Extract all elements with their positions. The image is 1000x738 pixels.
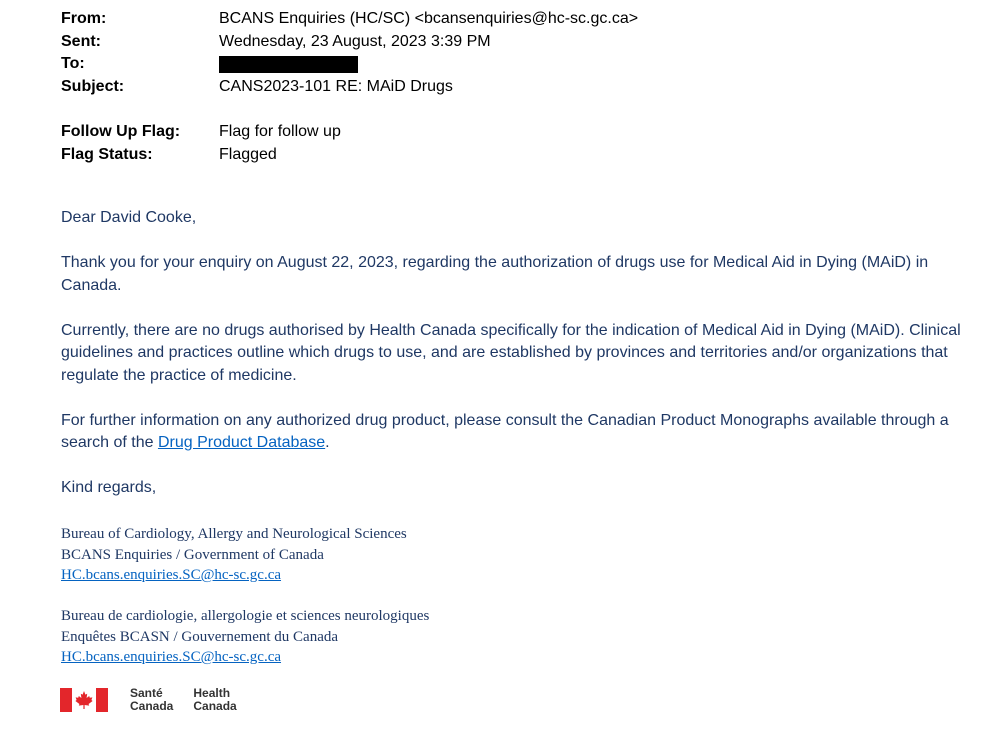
follow-up-row [61, 121, 961, 144]
paragraph-3-end: . [325, 434, 330, 451]
subject-row [61, 76, 961, 99]
canada-flag-icon [60, 688, 108, 712]
to-label: To: [61, 55, 85, 73]
logo-en-word-1: Health [193, 686, 231, 700]
follow-up-value: Flag for follow up [219, 123, 341, 141]
to-row [61, 53, 961, 76]
email-body [61, 207, 976, 522]
paragraph-3-text: For further information on any authorized drug product, please consult the Canadian Product Monographs available through a search of the [61, 411, 949, 451]
follow-up-label: Follow Up Flag: [61, 123, 181, 141]
to-value [219, 55, 961, 73]
sent-value: Wednesday, 23 August, 2023 3:39 PM [219, 32, 491, 50]
drug-product-database-link[interactable]: Drug Product Database [157, 434, 326, 451]
signature-fr-line-1: Bureau de cardiologie, allergologie et sciences neurologiques [61, 608, 430, 624]
flag-status-value: Flagged [219, 145, 277, 163]
paragraph-2: Currently, there are no drugs authorised by Health Canada specifically for the indication of Medical Aid in Dying (MAiD). Clinical guidelines and practices outline which drugs to use, and are established by provinces and territories and/or organizations that regulate the practice of medicine. [61, 321, 961, 384]
health-canada-logo [60, 686, 257, 714]
logo-english [193, 687, 236, 713]
closing: Kind regards, [61, 479, 157, 496]
signature-en-line-2: BCANS Enquiries / Government of Canada [61, 546, 324, 563]
signature-fr-email-link[interactable]: HC.bcans.enquiries.SC@hc-sc.gc.ca [61, 649, 282, 665]
flag-status-row [61, 144, 961, 167]
subject-value: CANS2023-101 RE: MAiD Drugs [219, 77, 453, 95]
email-header [61, 8, 961, 166]
redaction-box [219, 56, 358, 73]
logo-fr-word-1: Santé [130, 686, 163, 700]
subject-label: Subject: [61, 77, 125, 95]
signature-en-line-1: Bureau of Cardiology, Allergy and Neurological Sciences [61, 526, 407, 542]
flag-status-label: Flag Status: [61, 145, 153, 163]
sent-label: Sent: [61, 32, 101, 50]
signature-fr-line-2: Enquêtes BCASN / Gouvernement du Canada [61, 628, 339, 645]
logo-fr-word-2: Canada [130, 699, 174, 713]
greeting: Dear David Cooke, [61, 209, 197, 226]
logo-wordmark [130, 687, 257, 713]
paragraph-3 [61, 410, 976, 455]
logo-en-word-2: Canada [193, 699, 237, 713]
from-row [61, 8, 961, 31]
from-value: BCANS Enquiries (HC/SC) <bcansenquiries@hc-sc.gc.ca> [219, 10, 639, 28]
sent-row [61, 31, 961, 54]
paragraph-1: Thank you for your enquiry on August 22, 2023, regarding the authorization of drugs use for Medical Aid in Dying (MAiD) in Canada. [61, 254, 929, 294]
signature-block [61, 524, 761, 668]
logo-french [130, 687, 173, 713]
signature-en-email-link[interactable]: HC.bcans.enquiries.SC@hc-sc.gc.ca [61, 567, 282, 583]
from-label: From: [61, 10, 107, 28]
